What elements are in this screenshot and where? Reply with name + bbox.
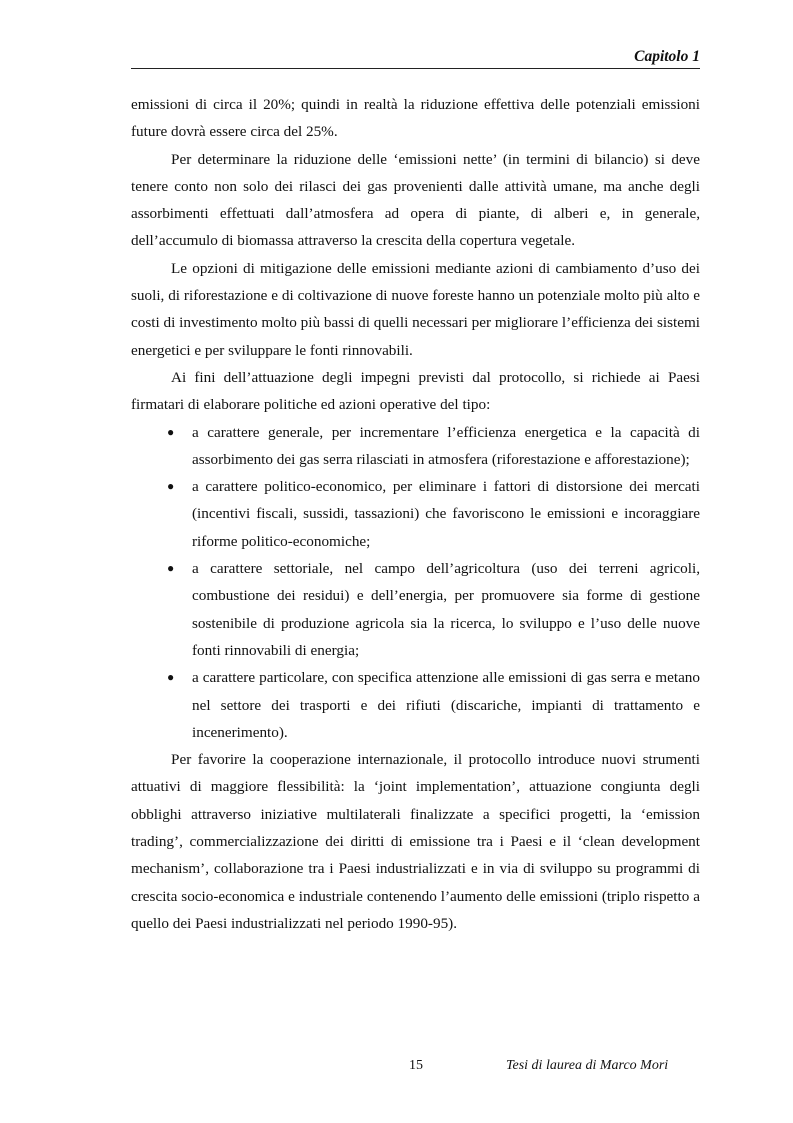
bullet-icon: ● [167, 424, 175, 439]
list-item-text: a carattere politico-economico, per eliminare i fattori di distorsione dei mercati (incentivi fiscali, sussidi, tassazioni) che favoriscono le emissioni e incoraggiare riforme politico-economiche; [192, 478, 700, 550]
paragraph-mitigation-options: Le opzioni di mitigazione delle emissioni mediante azioni di cambiamento d’uso dei suoli, di riforestazione e di coltivazione di nuove foreste hanno un potenziale molto più alto e costi di investimento molto più bassi di quelli necessari per migliorare l’efficienza dei sistemi energetici e per sviluppare le fonti rinnovabili. [131, 259, 700, 359]
bullet-icon: ● [167, 670, 175, 685]
page-footer [0, 1058, 793, 1080]
paragraph-protocol-commitments: Ai fini dell’attuazione degli impegni previsti dal protocollo, si richiede ai Paesi firmatari di elaborare politiche ed azioni operative del tipo: [131, 368, 700, 414]
list-item [131, 555, 700, 664]
paragraph-continuation: emissioni di circa il 20%; quindi in realtà la riduzione effettiva delle potenziali emissioni future dovrà essere circa del 25%. [131, 96, 700, 141]
policy-bullet-list [131, 419, 700, 747]
paragraph-net-emissions: Per determinare la riduzione delle ‘emissioni nette’ (in termini di bilancio) si deve tenere conto non solo dei rilasci dei gas provenienti dalle attività umane, ma anche degli assorbimenti effettuati dall’atmosfera ad opera di piante, di alberi e, in generale, dell’accumulo di biomassa attraverso la crescita della copertura vegetale. [131, 150, 700, 250]
list-item [131, 419, 700, 474]
footer-author: Tesi di laurea di Marco Mori [506, 1058, 669, 1073]
list-item [131, 473, 700, 555]
list-item-text: a carattere generale, per incrementare l’efficienza energetica e la capacità di assorbimento dei gas serra rilasciati in atmosfera (riforestazione e afforestazione); [192, 423, 700, 468]
page-body [131, 91, 700, 937]
list-item [131, 664, 700, 746]
paragraph-international-cooperation: Per favorire la cooperazione internazionale, il protocollo introduce nuovi strumenti attuativi di maggiore flessibilità: la ‘joint implementation’, attuazione congiunta degli obblighi attraverso iniziative multilaterali finalizzate a specifici progetti, la ‘emission trading’, commercializzazione dei diritti di emissione tra i Paesi e il ‘clean development mechanism’, collaborazione tra i Paesi industrializzati e in via di sviluppo su programmi di crescita socio-economica e industriale contenendo l’aumento delle emissioni (triplo rispetto a quello dei Paesi industrializzati nel periodo 1990-95). [131, 751, 700, 932]
chapter-title: Capitolo 1 [634, 48, 700, 65]
bullet-icon: ● [167, 479, 175, 494]
page-number: 15 [409, 1058, 423, 1073]
bullet-icon: ● [167, 561, 175, 576]
page-header [131, 46, 700, 69]
list-item-text: a carattere particolare, con specifica attenzione alle emissioni di gas serra e metano nel settore dei trasporti e dei rifiuti (discariche, impianti di trattamento e incenerimento). [192, 669, 700, 741]
list-item-text: a carattere settoriale, nel campo dell’agricoltura (uso dei terreni agricoli, combustione dei residui) e dell’energia, per promuovere sia forme di gestione sostenibile di produzione agricola sia la ricerca, lo sviluppo e l’uso delle nuove fonti rinnovabili di energia; [192, 560, 700, 659]
